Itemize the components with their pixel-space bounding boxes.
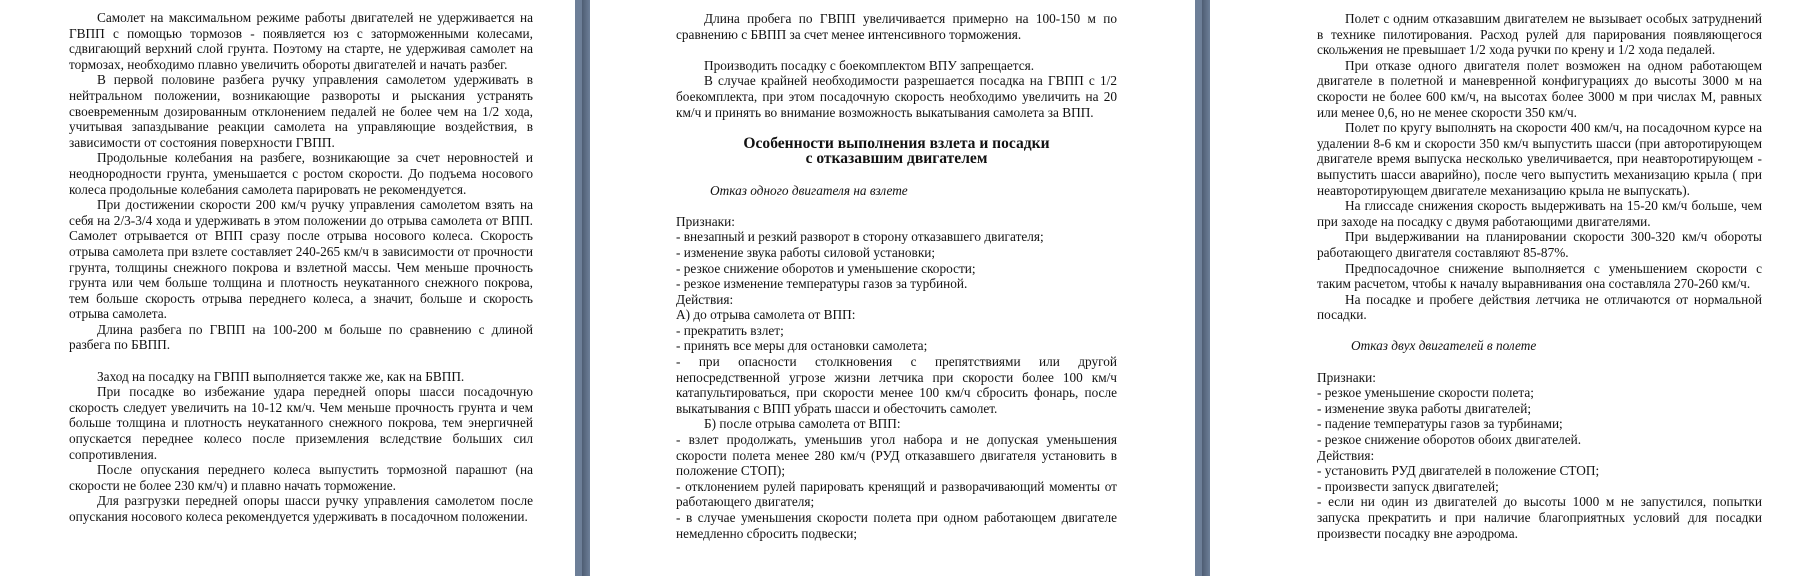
paragraph: При выдерживании на планировании скорости 300-320 км/ч обороты работающего двигателя составляют 85-87%. [1317,229,1762,260]
paragraph: - взлет продолжать, уменьшив угол набора и не допуская уменьшения скорости полета менее 280 км/ч (РУД отказавшего двигателя установить в положение СТОП); [676,432,1117,479]
paragraph: Самолет на максимальном режиме работы двигателей не удерживается на ГВПП с помощью тормозов - появляется юз с заторможенными колесами, сдвигающий верхний слой грунта. Поэтому на старте, не удерживая самолет на тормозах, необходимо плавно увеличить обороты двигателей и начать разбег. [69,10,533,72]
paragraph: В случае крайней необходимости разрешается посадка на ГВПП с 1/2 боекомплекта, при этом посадочную скорость необходимо увеличить на 20 км/ч и принять во внимание возможность выкатывания самолета за ВПП. [676,73,1117,120]
paragraph: - резкое снижение оборотов и уменьшение скорости; [676,260,976,276]
paragraph: Б) после отрыва самолета от ВПП: [704,416,901,432]
page-1-text [69,10,533,525]
paragraph: На глиссаде снижения скорость выдерживать на 15-20 км/ч больше, чем при заходе на посадку с двумя работающими двигателями. [1317,198,1762,229]
subsection-heading: Отказ одного двигателя на взлете [710,182,908,198]
document-page-1 [0,0,575,576]
paragraph: Полет с одним отказавшим двигателем не вызывает особых затруднений в технике пилотирования. Расход рулей для парирования появляющегося скольжения не превышает 1/2 хода ручки по крену и 1/2 хода педалей. [1317,11,1762,58]
paragraph: После опускания переднего колеса выпустить тормозной парашют (на скорости не более 230 км/ч) и плавно начать торможение. [69,462,533,493]
paragraph: - внезапный и резкий разворот в сторону отказавшего двигателя; [676,229,1044,245]
subsection-heading: Отказ двух двигателей в полете [1351,338,1537,354]
paragraph: При отказе одного двигателя полет возможен на одном работающем двигателе в полетной и маневренной конфигурациях до высоты 3000 м на скорости не более 600 км/ч, на высотах более 3000 м при числах М, равных или менее 0,6, но не менее скорости 350 км/ч. [1317,57,1762,120]
paragraph: - при опасности столкновения с препятствиями или другой непосредственной угрозе жизни летчика при скорости более 100 км/ч катапультироваться, при скорости менее 100 км/ч сбросить фонарь, после выкатывания с ВПП убрать шасси и обесточить самолет. [676,354,1117,416]
blank-line [676,167,1117,183]
section-heading: Особенности выполнения взлета и посадки [743,134,1050,152]
paragraph: Длина разбега по ГВПП на 100-200 м больше по сравнению с длиной разбега по БВПП. [69,321,533,353]
blank-line [1317,354,1762,370]
page-2-text [676,11,1117,541]
blank-line [676,120,1117,136]
paragraph: Полет по кругу выполнять на скорости 400 км/ч, на посадочном курсе на удалении 8-6 км и скорости 350 км/ч выпустить шасси (при авторотирующем двигателе время выпуска несколько увеличивается, при неавторотирующем - выпустить шасси аварийно), после чего выпустить механизацию крыла ( при неавторотирующем двигателе механизацию крыла не выпускать). [1317,120,1762,198]
paragraph: При достижении скорости 200 км/ч ручку управления самолетом взять на себя на 2/3-3/4 хода и удерживать в этом положении до отрыва самолета от ВПП. Самолет отрывается от ВПП сразу после отрыва носового колеса. Скорость отрыва самолета при взлете составляет 240-265 км/ч в зависимости от прочности грунта, толщины снежного покрова и взлетной массы. Чем меньше прочность грунта или чем больше толщина и плотность неукатанного снежного покрова, тем больше скорость отрыва переднего колеса, а значит, больше и скорость отрыва самолета. [69,197,533,322]
blank-line [69,353,533,369]
paragraph: Длина пробега по ГВПП увеличивается примерно на 100-150 м по сравнению с БВПП за счет менее интенсивного торможения. [676,11,1117,42]
paragraph: Заход на посадку на ГВПП выполняется также же, как на БВПП. [97,368,465,384]
document-page-3 [1210,0,1803,576]
paragraph: - принять все меры для остановки самолета; [676,338,928,354]
paragraph: Действия: [1317,447,1375,463]
paragraph: - резкое уменьшение скорости полета; [1317,385,1534,401]
paragraph: - если ни один из двигателей до высоты 1000 м не запустился, попытки запуска прекратить и при наличие благоприятных условий для посадки произвести посадку вне аэродрома. [1317,494,1762,541]
blank-line [676,198,1117,214]
paragraph: - изменение звука работы двигателей; [1317,400,1532,416]
paragraph: - резкое снижение оборотов обоих двигателей. [1317,432,1582,448]
paragraph: - установить РУД двигателей в положение СТОП; [1317,463,1600,479]
page-3-text [1317,11,1762,541]
blank-line [676,42,1117,58]
paragraph: Для разгрузки передней опоры шасси ручку управления самолетом после опускания носового колеса рекомендуется удерживать в посадочном положении. [69,493,533,524]
paragraph: Продольные колебания на разбеге, возникающие за счет неровностей и неоднородности грунта, уменьшается с ростом скорости. До подъема носового колеса продольные колебания самолета парировать не рекомендуется. [69,150,533,197]
paragraph: При посадке во избежание удара передней опоры шасси посадочную скорость следует увеличить на 10-12 км/ч. Чем меньше прочность грунта и чем больше толщина и плотность неукатанного снежного покрова, тем энергичней опускается переднее колесо после приземления вследствие больших сил сопротивления. [69,384,533,462]
paragraph: Действия: [676,291,734,307]
paragraph: В первой половине разбега ручку управления самолетом удерживать в нейтральном положении, возникающие развороты и рыскания устранять своевременным дозированным отклонением педалей не более чем на 1/2 хода, учитывая запаздывание реакции самолета на управляющие воздействия, в зависимости от состояния поверхности ГВПП. [69,72,533,150]
paragraph: - изменение звука работы силовой установки; [676,244,936,260]
paragraph: Признаки: [1317,369,1376,385]
paragraph: Предпосадочное снижение выполняется с уменьшением скорости с таким расчетом, чтобы к началу выравнивания она составляла 270-260 км/ч. [1317,260,1762,292]
paragraph: - в случае уменьшения скорости полета при одном работающем двигателе немедленно сбросить подвески; [676,510,1117,541]
paragraph: На посадке и пробеге действия летчика не отличаются от нормальной посадки. [1317,291,1762,323]
paragraph: Производить посадку с боекомплектом ВПУ запрещается. [704,57,1035,73]
paragraph: - прекратить взлет; [676,322,784,338]
paragraph: - падение температуры газов за турбинами; [1317,416,1563,432]
paragraph: - резкое изменение температуры газов за турбиной. [676,276,968,292]
paragraph: - отклонением рулей парировать кренящий и разворачивающий моменты от работающего двигателя; [676,478,1117,510]
blank-line [1317,323,1762,339]
document-page-2 [590,0,1195,576]
paragraph: - произвести запуск двигателей; [1317,478,1499,494]
section-heading: с отказавшим двигателем [805,150,988,168]
paragraph: Признаки: [676,213,735,229]
paragraph: А) до отрыва самолета от ВПП: [676,307,856,323]
